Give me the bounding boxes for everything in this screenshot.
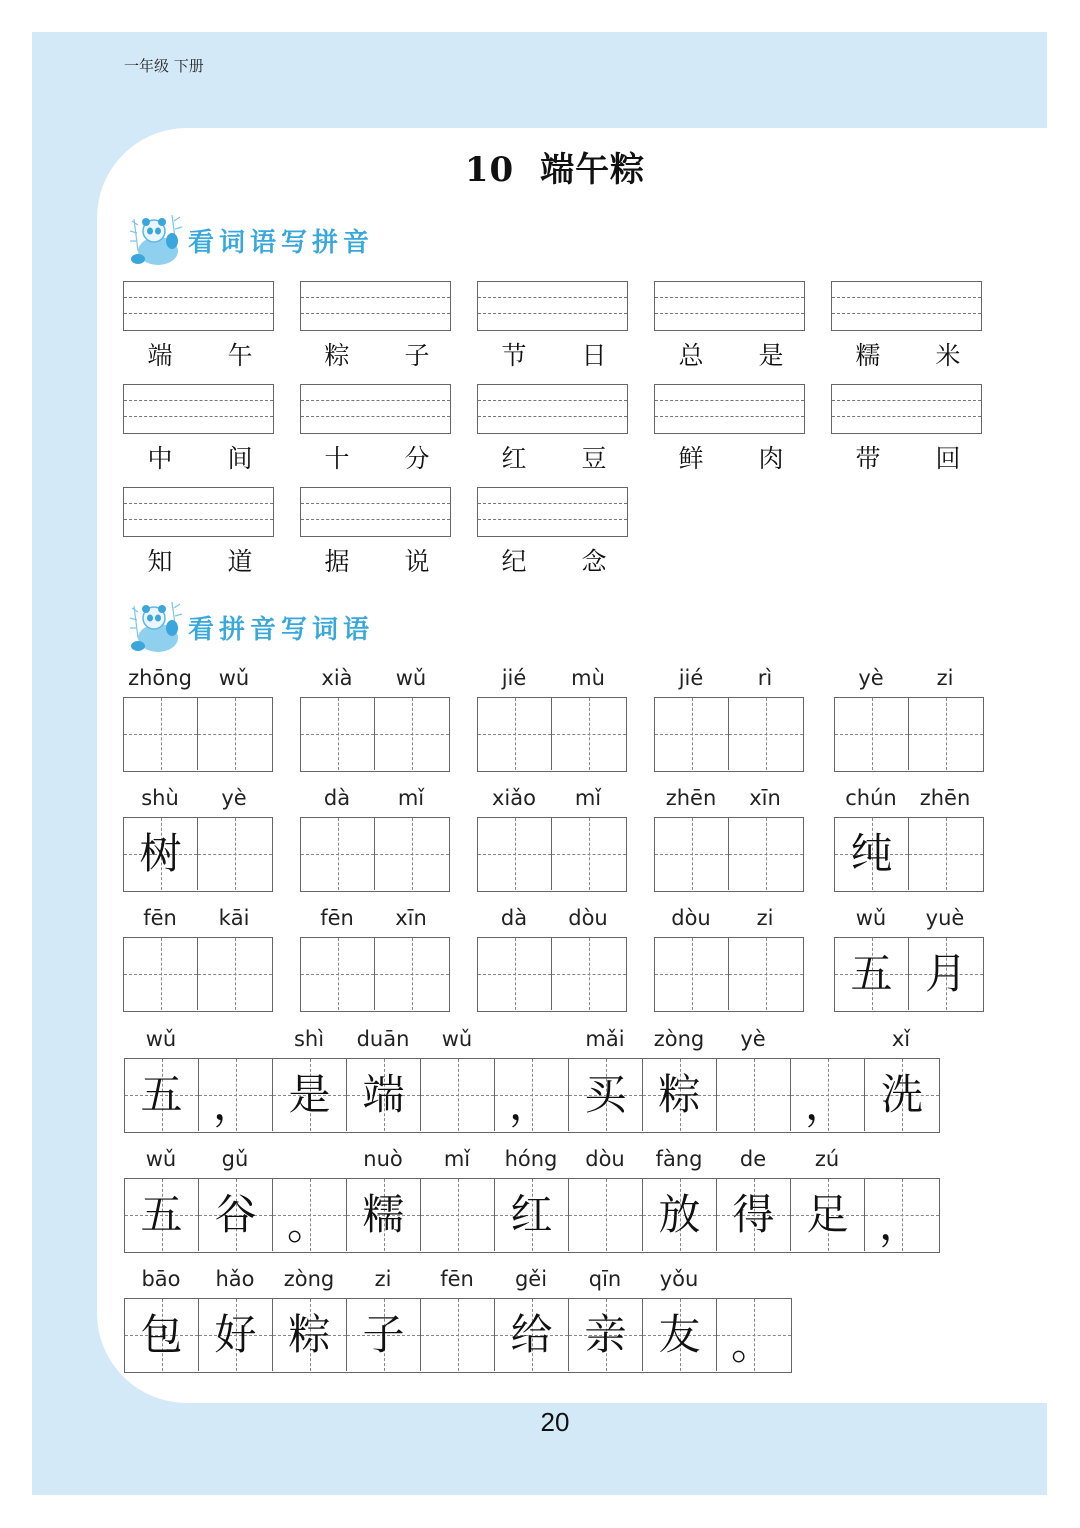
lesson-number: 10	[464, 150, 515, 190]
given-character: 是	[288, 1070, 331, 1119]
character-grid	[123, 937, 273, 1012]
pinyin-label: zòng	[283, 1267, 335, 1291]
word-character: 总	[678, 341, 704, 370]
pinyin-answer-box[interactable]	[300, 281, 451, 331]
pinyin-label: zú	[814, 1147, 840, 1171]
character-grid	[654, 697, 804, 772]
character-cell[interactable]	[478, 938, 552, 1010]
pinyin-label: de	[739, 1147, 767, 1171]
lesson-title	[0, 142, 1080, 191]
punctuation-mark: 。	[731, 1320, 774, 1369]
character-cell[interactable]	[552, 938, 626, 1010]
character-cell[interactable]	[478, 698, 552, 770]
punctuation-mark: ，	[805, 1080, 848, 1129]
pinyin-label: wǔ	[395, 666, 427, 690]
word-character: 节	[501, 341, 527, 370]
character-cell[interactable]	[301, 818, 375, 890]
pinyin-label: wǔ	[855, 906, 887, 930]
character-cell[interactable]	[421, 1179, 495, 1251]
section-heading-look-write-pinyin	[124, 210, 374, 270]
word-character: 带	[855, 444, 881, 473]
pinyin-label: gǔ	[221, 1147, 249, 1171]
word-character: 念	[581, 547, 607, 576]
pinyin-answer-box[interactable]	[831, 384, 982, 434]
punctuation-mark: ，	[879, 1200, 922, 1249]
character-cell[interactable]	[375, 818, 449, 890]
pinyin-label: zhēn	[665, 786, 717, 810]
character-cell[interactable]	[495, 1179, 569, 1251]
word-character: 十	[324, 444, 350, 473]
character-cell[interactable]	[495, 1299, 569, 1371]
character-grid	[834, 697, 984, 772]
given-character: 五	[140, 1190, 183, 1239]
word-character: 中	[147, 444, 173, 473]
character-cell[interactable]	[552, 818, 626, 890]
character-cell[interactable]	[655, 938, 729, 1010]
character-cell[interactable]	[835, 938, 909, 1010]
pinyin-label: xiǎo	[492, 786, 536, 810]
character-grid	[654, 817, 804, 892]
pinyin-label: yè	[740, 1027, 766, 1051]
word-character: 道	[227, 547, 253, 576]
character-cell[interactable]	[643, 1179, 717, 1251]
given-character: 纯	[850, 829, 893, 878]
character-cell[interactable]	[421, 1299, 495, 1371]
word-character: 是	[758, 341, 784, 370]
word-character: 粽	[324, 341, 350, 370]
pinyin-label: dà	[500, 906, 528, 930]
character-cell[interactable]	[198, 818, 272, 890]
page-number: 20	[540, 1407, 570, 1437]
pinyin-label: zi	[936, 666, 954, 690]
character-grid	[123, 817, 273, 892]
pinyin-label: mù	[571, 666, 605, 690]
pinyin-answer-box[interactable]	[123, 281, 274, 331]
pinyin-label: mǐ	[574, 786, 602, 810]
pinyin-label: qīn	[588, 1267, 622, 1291]
pinyin-label: chún	[845, 786, 897, 810]
character-cell[interactable]	[865, 1179, 939, 1251]
word-character: 间	[227, 444, 253, 473]
word-character: 豆	[581, 444, 607, 473]
sentence-grid	[124, 1298, 792, 1373]
character-cell[interactable]	[199, 1179, 273, 1251]
pinyin-label: nuò	[363, 1147, 403, 1171]
character-grid	[834, 817, 984, 892]
word-character: 鲜	[678, 444, 704, 473]
pinyin-answer-box[interactable]	[477, 487, 628, 537]
section-title: 看词语写拼音	[188, 227, 375, 258]
pinyin-label: mǎi	[585, 1027, 625, 1051]
character-cell[interactable]	[478, 818, 552, 890]
given-character: 包	[140, 1310, 183, 1359]
given-character: 放	[658, 1190, 701, 1239]
character-grid	[300, 697, 450, 772]
word-character: 日	[581, 341, 607, 370]
section-heading-look-pinyin-write-words	[124, 597, 374, 657]
character-cell[interactable]	[909, 698, 983, 770]
pinyin-label: yuè	[925, 906, 965, 930]
given-character: 粽	[658, 1070, 701, 1119]
pinyin-label: hǎo	[215, 1267, 255, 1291]
word-character: 说	[404, 547, 430, 576]
pinyin-label: dòu	[585, 1147, 625, 1171]
pinyin-label: hóng	[504, 1147, 558, 1171]
character-cell[interactable]	[273, 1179, 347, 1251]
character-cell[interactable]	[347, 1299, 421, 1371]
character-grid	[477, 817, 627, 892]
word-character: 分	[404, 444, 430, 473]
character-cell[interactable]	[273, 1059, 347, 1131]
given-character: 糯	[362, 1190, 405, 1239]
pinyin-label: shì	[293, 1027, 325, 1051]
given-character: 谷	[214, 1190, 257, 1239]
pinyin-label: gěi	[514, 1267, 548, 1291]
section-title: 看拼音写词语	[188, 614, 375, 645]
character-cell[interactable]	[125, 1179, 199, 1251]
sentence-grid	[124, 1058, 940, 1133]
pinyin-label: fàng	[655, 1147, 703, 1171]
character-cell[interactable]	[655, 818, 729, 890]
given-character: 五	[850, 949, 893, 998]
character-grid	[477, 937, 627, 1012]
given-character: 得	[732, 1190, 775, 1239]
pinyin-label: yè	[221, 786, 247, 810]
pinyin-label: zi	[756, 906, 774, 930]
pinyin-label: xià	[321, 666, 353, 690]
pinyin-label: xīn	[395, 906, 427, 930]
pinyin-label: yè	[858, 666, 884, 690]
given-character: 红	[510, 1190, 553, 1239]
pinyin-answer-box[interactable]	[831, 281, 982, 331]
given-character: 子	[362, 1310, 405, 1359]
word-character: 回	[935, 444, 961, 473]
character-grid	[123, 697, 273, 772]
given-character: 亲	[584, 1310, 627, 1359]
punctuation-mark: ，	[213, 1080, 256, 1129]
character-cell[interactable]	[301, 698, 375, 770]
character-cell[interactable]	[125, 1059, 199, 1131]
character-cell[interactable]	[347, 1059, 421, 1131]
pinyin-label: wǔ	[145, 1147, 177, 1171]
character-cell[interactable]	[552, 698, 626, 770]
character-cell[interactable]	[729, 698, 803, 770]
word-character: 据	[324, 547, 350, 576]
pinyin-answer-box[interactable]	[654, 384, 805, 434]
character-cell[interactable]	[717, 1059, 791, 1131]
character-cell[interactable]	[347, 1179, 421, 1251]
pinyin-label: wǔ	[441, 1027, 473, 1051]
pinyin-label: jié	[501, 666, 527, 690]
given-character: 买	[584, 1070, 627, 1119]
character-cell[interactable]	[643, 1299, 717, 1371]
character-cell[interactable]	[729, 938, 803, 1010]
word-character: 米	[935, 341, 961, 370]
character-cell[interactable]	[495, 1059, 569, 1131]
character-cell[interactable]	[791, 1059, 865, 1131]
character-cell[interactable]	[124, 698, 198, 770]
given-character: 端	[362, 1070, 405, 1119]
pinyin-label: dòu	[671, 906, 711, 930]
given-character: 给	[510, 1310, 553, 1359]
grade-label: 一年级 下册	[124, 57, 204, 75]
word-character: 糯	[855, 341, 881, 370]
character-cell[interactable]	[865, 1059, 939, 1131]
character-cell[interactable]	[569, 1179, 643, 1251]
pinyin-answer-box[interactable]	[654, 281, 805, 331]
character-cell[interactable]	[273, 1299, 347, 1371]
character-cell[interactable]	[909, 938, 983, 1010]
character-cell[interactable]	[125, 1299, 199, 1371]
panda-icon	[124, 598, 186, 656]
character-cell[interactable]	[791, 1179, 865, 1251]
character-cell[interactable]	[835, 698, 909, 770]
pinyin-label: xǐ	[891, 1027, 911, 1051]
pinyin-label: kāi	[218, 906, 250, 930]
pinyin-answer-box[interactable]	[477, 384, 628, 434]
pinyin-label: wǔ	[218, 666, 250, 690]
character-cell[interactable]	[717, 1299, 791, 1371]
word-character: 肉	[758, 444, 784, 473]
punctuation-mark: 。	[287, 1200, 330, 1249]
character-cell[interactable]	[124, 818, 198, 890]
character-grid	[300, 817, 450, 892]
pinyin-label: wǔ	[145, 1027, 177, 1051]
given-character: 五	[140, 1070, 183, 1119]
word-character: 午	[227, 341, 253, 370]
pinyin-label: jié	[678, 666, 704, 690]
character-cell[interactable]	[199, 1299, 273, 1371]
pinyin-label: fēn	[320, 906, 354, 930]
given-character: 洗	[880, 1070, 923, 1119]
given-character: 好	[214, 1310, 257, 1359]
pinyin-label: shù	[141, 786, 179, 810]
character-cell[interactable]	[569, 1299, 643, 1371]
pinyin-label: zhēn	[919, 786, 971, 810]
pinyin-answer-box[interactable]	[300, 487, 451, 537]
character-cell[interactable]	[124, 938, 198, 1010]
given-character: 粽	[288, 1310, 331, 1359]
pinyin-label: zhōng	[128, 666, 192, 690]
character-cell[interactable]	[717, 1179, 791, 1251]
character-grid	[300, 937, 450, 1012]
character-grid	[477, 697, 627, 772]
character-cell[interactable]	[198, 938, 272, 1010]
character-cell[interactable]	[655, 698, 729, 770]
pinyin-label: mǐ	[443, 1147, 471, 1171]
pinyin-answer-box[interactable]	[477, 281, 628, 331]
pinyin-label: yǒu	[659, 1267, 699, 1291]
character-cell[interactable]	[421, 1059, 495, 1131]
character-cell[interactable]	[909, 818, 983, 890]
character-cell[interactable]	[643, 1059, 717, 1131]
character-cell[interactable]	[199, 1059, 273, 1131]
given-character: 月	[924, 949, 967, 998]
pinyin-label: fēn	[440, 1267, 474, 1291]
given-character: 树	[139, 829, 182, 878]
given-character: 友	[658, 1310, 701, 1359]
word-character: 知	[147, 547, 173, 576]
pinyin-answer-box[interactable]	[300, 384, 451, 434]
pinyin-label: zòng	[653, 1027, 705, 1051]
word-character: 子	[404, 341, 430, 370]
character-grid	[834, 937, 984, 1012]
pinyin-label: xīn	[749, 786, 781, 810]
character-cell[interactable]	[729, 818, 803, 890]
pinyin-answer-box[interactable]	[123, 487, 274, 537]
pinyin-label: fēn	[143, 906, 177, 930]
character-cell[interactable]	[375, 698, 449, 770]
pinyin-label: bāo	[141, 1267, 181, 1291]
character-cell[interactable]	[198, 698, 272, 770]
character-cell[interactable]	[569, 1059, 643, 1131]
panda-icon	[124, 211, 186, 269]
pinyin-label: dà	[323, 786, 351, 810]
word-character: 纪	[501, 547, 527, 576]
pinyin-label: mǐ	[397, 786, 425, 810]
punctuation-mark: ，	[509, 1080, 552, 1129]
word-character: 红	[501, 444, 527, 473]
given-character: 足	[806, 1190, 849, 1239]
word-character: 端	[147, 341, 173, 370]
pinyin-answer-box[interactable]	[123, 384, 274, 434]
pinyin-label: zi	[374, 1267, 392, 1291]
pinyin-label: dòu	[568, 906, 608, 930]
character-cell[interactable]	[375, 938, 449, 1010]
lesson-name: 端午粽	[540, 150, 646, 190]
character-cell[interactable]	[301, 938, 375, 1010]
character-grid	[654, 937, 804, 1012]
character-cell[interactable]	[835, 818, 909, 890]
pinyin-label: duān	[356, 1027, 410, 1051]
sentence-grid	[124, 1178, 940, 1253]
pinyin-label: rì	[757, 666, 773, 690]
